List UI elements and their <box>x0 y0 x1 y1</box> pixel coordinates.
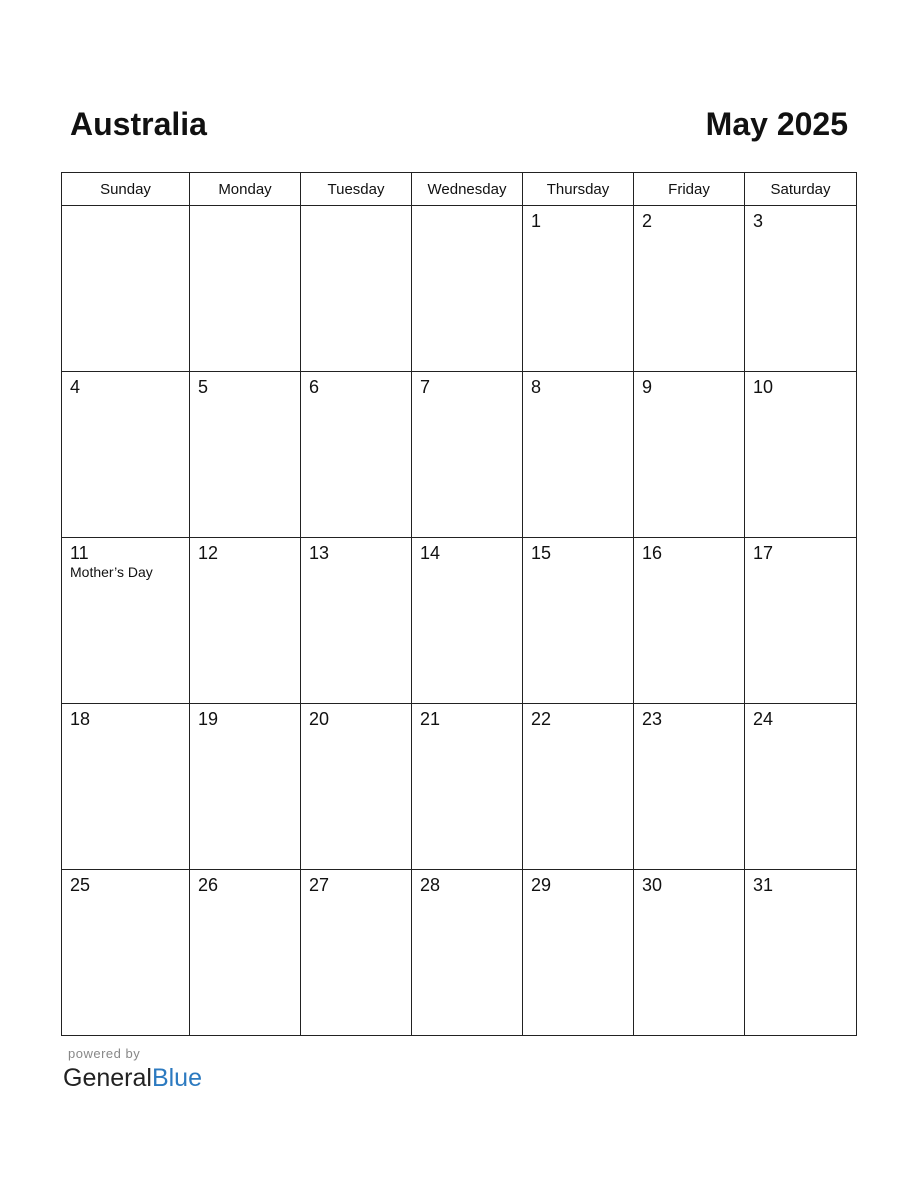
day-number: 22 <box>531 709 552 729</box>
country-title: Australia <box>70 106 207 142</box>
calendar-grid <box>61 172 857 1036</box>
day-cell <box>412 538 523 704</box>
day-cell <box>523 870 634 1036</box>
weekday-header: Saturday <box>745 173 857 206</box>
day-number: 19 <box>198 709 219 729</box>
day-cell <box>62 870 190 1036</box>
day-cell <box>412 704 523 870</box>
day-cell <box>745 206 857 372</box>
day-cell <box>190 870 301 1036</box>
brand-logo[interactable] <box>63 1062 202 1094</box>
day-number: 29 <box>531 875 552 895</box>
day-number <box>301 206 411 210</box>
week-row <box>62 704 857 870</box>
day-number <box>412 206 522 210</box>
day-number: 20 <box>309 709 330 729</box>
week-row <box>62 538 857 704</box>
powered-by-label: powered by <box>68 1046 141 1061</box>
day-cell <box>62 372 190 538</box>
day-number: 13 <box>309 543 330 563</box>
week-row <box>62 206 857 372</box>
day-cell <box>745 870 857 1036</box>
day-cell <box>301 372 412 538</box>
weekday-header: Sunday <box>62 173 190 206</box>
day-number: 3 <box>753 211 764 231</box>
day-number: 6 <box>309 377 320 397</box>
day-cell <box>412 206 523 372</box>
day-number: 25 <box>70 875 91 895</box>
day-cell <box>634 372 745 538</box>
day-number: 11 <box>70 543 89 563</box>
day-cell <box>523 206 634 372</box>
day-cell <box>523 538 634 704</box>
weekday-header: Wednesday <box>412 173 523 206</box>
day-number: 4 <box>70 377 81 397</box>
day-cell <box>62 206 190 372</box>
brand-general-text: General <box>63 1064 152 1092</box>
day-number: 31 <box>753 875 774 895</box>
day-number: 18 <box>70 709 91 729</box>
day-number: 8 <box>531 377 542 397</box>
week-row <box>62 372 857 538</box>
day-cell <box>301 206 412 372</box>
day-cell <box>190 704 301 870</box>
holiday-label: Mother’s Day <box>70 564 153 580</box>
day-number: 16 <box>642 543 663 563</box>
day-cell <box>745 704 857 870</box>
day-cell <box>745 372 857 538</box>
week-row <box>62 870 857 1036</box>
day-cell <box>634 206 745 372</box>
weekday-header: Tuesday <box>301 173 412 206</box>
day-number: 5 <box>198 377 209 397</box>
day-cell <box>301 538 412 704</box>
day-cell <box>634 538 745 704</box>
day-number: 14 <box>420 543 441 563</box>
day-number: 12 <box>198 543 219 563</box>
day-cell <box>523 704 634 870</box>
day-cell <box>634 704 745 870</box>
day-cell <box>190 206 301 372</box>
day-number: 24 <box>753 709 774 729</box>
weekday-header-row <box>62 173 857 206</box>
day-cell <box>190 372 301 538</box>
day-number: 2 <box>642 211 653 231</box>
day-number: 21 <box>420 709 441 729</box>
day-number <box>62 206 189 210</box>
day-number: 27 <box>309 875 330 895</box>
day-cell <box>62 704 190 870</box>
day-number: 23 <box>642 709 663 729</box>
weekday-header: Thursday <box>523 173 634 206</box>
day-number <box>190 206 300 210</box>
weekday-header: Monday <box>190 173 301 206</box>
day-number: 17 <box>753 543 774 563</box>
day-cell <box>301 704 412 870</box>
day-number: 30 <box>642 875 663 895</box>
day-cell <box>412 372 523 538</box>
day-cell <box>190 538 301 704</box>
day-cell <box>523 372 634 538</box>
weekday-header: Friday <box>634 173 745 206</box>
day-number: 1 <box>531 211 542 231</box>
day-number: 9 <box>642 377 653 397</box>
day-cell <box>634 870 745 1036</box>
day-number: 15 <box>531 543 552 563</box>
day-cell <box>301 870 412 1036</box>
day-number: 26 <box>198 875 219 895</box>
day-number: 10 <box>753 377 774 397</box>
day-number: 7 <box>420 377 431 397</box>
month-year-title: May 2025 <box>705 106 848 142</box>
day-cell <box>62 538 190 704</box>
day-number: 28 <box>420 875 441 895</box>
brand-blue-text: Blue <box>151 1064 202 1092</box>
day-cell <box>412 870 523 1036</box>
day-cell <box>745 538 857 704</box>
